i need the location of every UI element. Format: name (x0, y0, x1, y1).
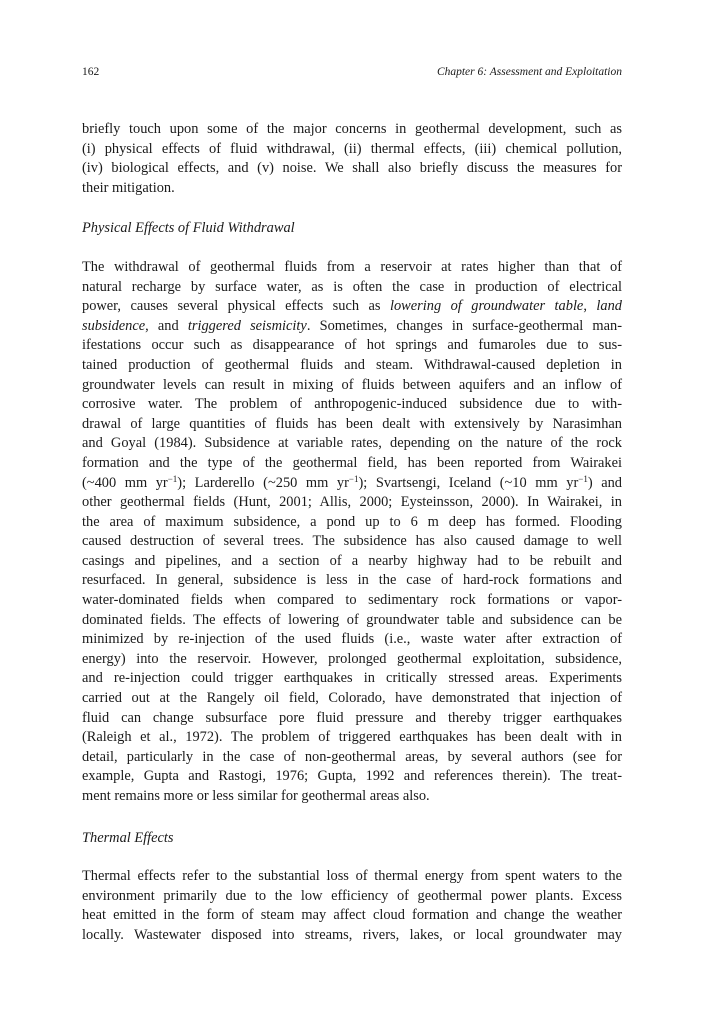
text-line: groundwater levels can result in mixing of fluids between aquifers and an inflow of (82, 376, 622, 393)
text-line: (~400 mm $yr^{-1}$); Larderello (~250 mm $yr^{-1}$); Svartsengi, Iceland (~10 mm $yr^{-1}$) and (82, 473, 622, 491)
text-line: casings and pipelines, and a section of a nearby highway had to be rebuilt and (82, 552, 622, 569)
text-line: minimized by re-injection of the used fluids (i.e., waste water after extraction of (82, 631, 622, 648)
text-line: dominated fields. The effects of lowering of groundwater table and subsidence can be (82, 611, 622, 628)
text-line: Thermal effects refer to the substantial loss of thermal energy from spent waters to the (82, 868, 622, 885)
text-line: power, causes several physical effects such as lowering of groundwater table, land (82, 298, 622, 315)
text-line: tained production of geothermal fluids and steam. Withdrawal-caused depletion in (82, 356, 622, 373)
text-line: briefly touch upon some of the major concerns in geothermal development, such as (82, 121, 622, 137)
book-page (82, 66, 622, 946)
section-heading-thermal-effects: Thermal Effects (82, 829, 174, 846)
section-heading-physical-effects: Physical Effects of Fluid Withdrawal (82, 220, 295, 237)
text-line: ment remains more or less similar for geothermal areas also. (82, 788, 430, 804)
term-triggered-seismicity: triggered seismicity (187, 317, 307, 334)
text-line: (iv) biological effects, and (v) noise. We shall also briefly discuss the measures for (82, 160, 622, 177)
text-line: locally. Wastewater disposed into streams, rivers, lakes, or local groundwater may (82, 926, 622, 943)
text-line: heat emitted in the form of steam may affect cloud formation and change the weather (82, 907, 622, 924)
page-number: 162 (82, 66, 100, 78)
text-line: their mitigation. (82, 179, 175, 196)
text-line: resurfaced. In general, subsidence is less in the case of hard-rock formations and (82, 572, 622, 589)
term-subsidence: subsidence (82, 317, 146, 334)
text-line: corrosive water. The problem of anthropogenic-induced subsidence due to with- (82, 396, 622, 413)
thermal-effects-paragraph (82, 867, 622, 945)
running-head (82, 66, 622, 84)
text-line: (Raleigh et al., 1972). The problem of triggered earthquakes has been dealt with in (82, 729, 622, 746)
text-line: The withdrawal of geothermal fluids from a reservoir at rates higher than that of (82, 258, 622, 275)
text-line: carried out at the Rangely oil field, Colorado, have demonstrated that injection of (82, 690, 622, 707)
text-line: and re-injection could trigger earthquakes in critically stressed areas. Experiments (82, 670, 622, 687)
text-line: natural recharge by surface water, as is often the case in production of electrical (82, 278, 622, 295)
text-line: example, Gupta and Rastogi, 1976; Gupta, 1992 and references therein). The treat- (82, 768, 622, 785)
text-line: fluid can change subsurface pore fluid pressure and thereby trigger earthquakes (82, 709, 622, 726)
chapter-title: Chapter 6: Assessment and Exploitation (436, 66, 622, 78)
text-line: water-dominated fields when compared to sedimentary rock formations or vapor- (82, 592, 622, 609)
text-line: detail, particularly in the case of non-geothermal areas, by several authors (see for (82, 748, 622, 765)
text-line: the area of maximum subsidence, a pond up to 6 m deep has formed. Flooding (82, 513, 622, 530)
text-line: energy) into the reservoir. However, prolonged geothermal exploitation, subsidence, (82, 650, 622, 667)
text-line: drawal of large quantities of fluids has been dealt with extensively by Narasimhan (82, 415, 622, 432)
text-line: (i) physical effects of fluid withdrawal, (ii) thermal effects, (iii) chemical pollution, (82, 140, 622, 157)
intro-paragraph (82, 120, 622, 198)
text-line: environment primarily due to the low efficiency of geothermal power plants. Excess (82, 887, 622, 904)
physical-effects-paragraph (82, 258, 622, 807)
term-lowering-groundwater: lowering of groundwater table (389, 298, 584, 315)
text-line: ifestations occur such as disappearance of hot springs and fumaroles due to sus- (82, 337, 622, 354)
text-line: caused destruction of several trees. The subsidence has also caused damage to well (82, 533, 622, 550)
text-line: other geothermal fields (Hunt, 2001; Allis, 2000; Eysteinsson, 2000). In Wairakei, in (82, 494, 622, 511)
text-line: and Goyal (1984). Subsidence at variable rates, depending on the nature of the rock (82, 435, 622, 452)
text-line: formation and the type of the geothermal field, has been reported from Wairakei (82, 454, 622, 471)
text-line: subsidence, and triggered seismicity. Sometimes, changes in surface-geothermal man- (82, 317, 622, 334)
term-land: land (596, 298, 622, 315)
